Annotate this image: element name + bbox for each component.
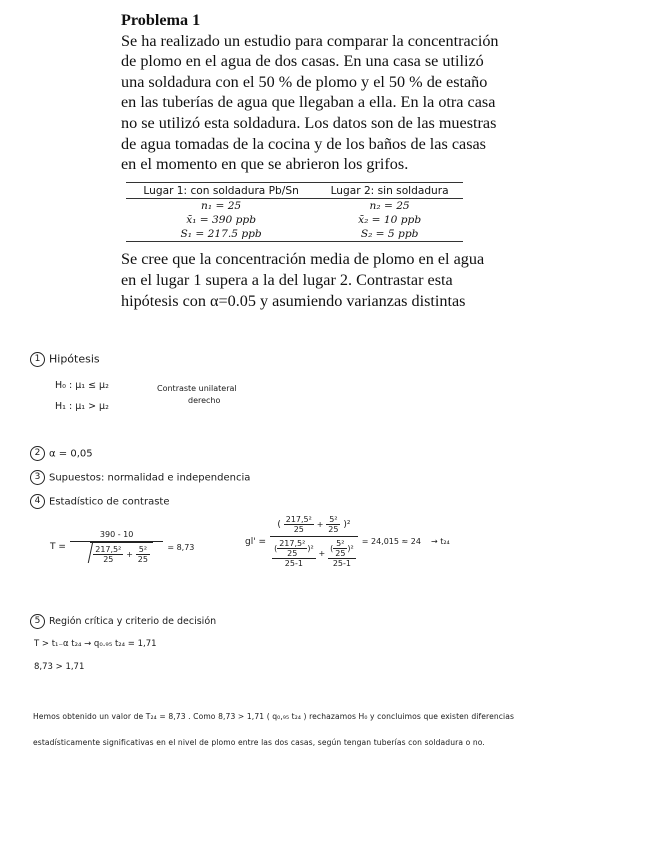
data-table [126, 182, 463, 243]
step4-title: Estadístico de contraste [49, 496, 170, 508]
alt-hypothesis: H₁ : μ₁ > μ₂ [55, 401, 109, 412]
fraction-num: ( $\frac{\text{5²}}{25}$ )² [330, 539, 354, 558]
inner-fraction [333, 539, 347, 558]
t-numerator: 390 - 10 [70, 530, 163, 542]
fraction-den: 25 [328, 525, 339, 534]
step3 [30, 470, 250, 485]
contrast-note: Contraste unilateral [157, 384, 237, 393]
question-line: Se cree que la concentración media de plomo en el agua [121, 250, 485, 269]
paren-open: ( [277, 520, 281, 530]
fraction-den: 25-1 [284, 559, 303, 568]
step4-heading [30, 494, 169, 509]
fraction-den: 25 [103, 555, 114, 564]
intro-line: de plomo en el agua de dos casas. En una casa se utilizó [121, 52, 484, 71]
step1-title: Hipótesis [49, 352, 100, 366]
table-cell: n₂ = 25 [369, 199, 410, 212]
gl-denominator [270, 537, 358, 568]
contrast-note-2: derecho [188, 396, 221, 405]
t-result: = 8,73 [167, 542, 195, 552]
degrees-of-freedom [245, 515, 450, 568]
question-line: hipótesis con α=0.05 y asumiendo varianzas distintas [121, 291, 466, 310]
fraction-den: 25 [137, 555, 148, 564]
intro-line: no se utilizó esta soldadura. Los datos son de las muestras [121, 113, 497, 132]
step-number: 1 [30, 352, 45, 367]
t-statistic [50, 530, 194, 564]
fraction [326, 515, 340, 534]
table-cell: x̄₁ = 390 ppb [186, 213, 256, 226]
t-fraction [70, 530, 163, 564]
table-header: Lugar 2: sin soldadura [316, 182, 463, 198]
step2 [30, 446, 93, 461]
intro-line: Se ha realizado un estudio para comparar la concentración [121, 31, 499, 50]
plus-sign: + [316, 520, 324, 529]
alpha-value: α = 0,05 [49, 448, 93, 460]
sqrt-symbol [90, 542, 153, 564]
step5-heading [30, 614, 216, 629]
table-cell: S₁ = 217.5 ppb [126, 227, 316, 242]
t-denominator [70, 542, 163, 564]
fraction-num: 217,5² [95, 545, 122, 554]
intro-line: en el momento en que se abrieron los grifos. [121, 155, 409, 174]
conclusion-line: estadísticamente significativas en el nivel de plomo entre las dos casas, según tengan tuberías con soldadura o no. [33, 738, 485, 747]
intro-paragraph [121, 31, 541, 175]
question-line: en el lugar 1 supera a la del lugar 2. Contrastar esta [121, 270, 453, 289]
step-number: 3 [30, 470, 45, 485]
step-number: 5 [30, 614, 45, 629]
step5-title: Región crítica y criterio de decisión [49, 616, 217, 627]
problem-statement [121, 10, 541, 311]
step1-heading [30, 352, 100, 367]
conclusion-line: Hemos obtenido un valor de T₂₄ = 8,73 . Como 8,73 > 1,71 ( q₀,₉₅ t₂₄ ) rechazamos H₀ y concluimos que existen diferencias [33, 712, 515, 721]
table-row [126, 198, 463, 213]
null-hypothesis: H₀ : μ₁ ≤ μ₂ [55, 380, 109, 391]
problem-title: Problema 1 [121, 11, 201, 29]
plus-sign: + [126, 550, 133, 559]
fraction-num: ( $\frac{\text{217,5²}}{25}$ )² [274, 539, 314, 558]
intro-line: de agua tomadas de la cocina y de los baños de las casas [121, 134, 486, 153]
fraction [272, 539, 316, 568]
critical-region: T > t₁₋α t₂₄ → q₀.₉₅ t₂₄ = 1,71 [34, 639, 157, 649]
fraction [284, 515, 314, 534]
gl-label: gl' = [245, 536, 267, 547]
fraction [136, 545, 150, 564]
plus-sign: + [318, 549, 326, 558]
table-cell: S₂ = 5 ppb [316, 227, 463, 242]
table-cell: x̄₂ = 10 ppb [358, 213, 422, 226]
gl-result: = 24,015 ≈ 24 [361, 537, 421, 546]
table-row [126, 227, 463, 242]
fraction-num: 217,5² [285, 515, 312, 524]
fraction-den: 25 [335, 549, 346, 558]
table-cell: n₁ = 25 [201, 199, 242, 212]
fraction-den: 25 [293, 525, 304, 534]
table-header: Lugar 1: con soldadura Pb/Sn [126, 182, 316, 198]
step-number: 4 [30, 494, 45, 509]
fraction-num: 5² [333, 539, 347, 549]
intro-line: en las tuberías de agua que llegaban a ella. En la otra casa [121, 93, 496, 112]
fraction-den: 25 [287, 549, 298, 558]
intro-line: una soldadura con el 50 % de plomo y el 50 % de estaño [121, 72, 488, 91]
gl-numerator [270, 515, 358, 537]
table-row [126, 213, 463, 227]
t-label: T = [50, 542, 66, 552]
fraction-num: 5² [136, 545, 150, 555]
question-paragraph [121, 249, 541, 311]
fraction-num: 5² [326, 515, 340, 525]
fraction [328, 539, 356, 568]
fraction-den: 25-1 [332, 559, 351, 568]
gl-arrow: → t₂₄ [430, 537, 450, 546]
assumptions: Supuestos: normalidad e independencia [49, 472, 251, 484]
gl-fraction [270, 515, 358, 568]
inner-fraction [277, 539, 307, 558]
step-number: 2 [30, 446, 45, 461]
decision-comparison: 8,73 > 1,71 [34, 662, 85, 672]
paren-close: )² [343, 520, 351, 530]
fraction [93, 545, 123, 564]
table-header-row [126, 182, 463, 198]
fraction-num: 217,5² [279, 539, 306, 548]
